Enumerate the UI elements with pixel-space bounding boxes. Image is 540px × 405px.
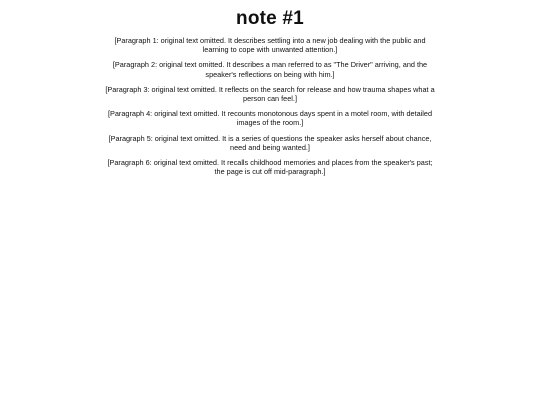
paragraph: [Paragraph 1: original text omitted. It describes settling into a new job dealing with the public and learning to cope with unwanted attention.] bbox=[114, 36, 426, 55]
paragraph: [Paragraph 3: original text omitted. It reflects on the search for release and how trauma shapes what a person can feel.] bbox=[105, 84, 435, 104]
paragraph: [Paragraph 2: original text omitted. It describes a man referred to as "The Driver" arriving, and the speaker's reflections on being with him.] bbox=[112, 60, 428, 79]
paragraph: [Paragraph 4: original text omitted. It recounts monotonous days spent in a motel room, with detailed images of the room.] bbox=[107, 109, 433, 128]
paragraph: [Paragraph 5: original text omitted. It is a series of questions the speaker asks herself about chance, need and being wanted.] bbox=[108, 133, 432, 152]
document-title: note #1 bbox=[236, 8, 304, 29]
paragraph: [Paragraph 6: original text omitted. It recalls childhood memories and places from the speaker's past; the page is cut off mid-paragraph.] bbox=[107, 158, 433, 177]
document-body bbox=[105, 36, 435, 176]
